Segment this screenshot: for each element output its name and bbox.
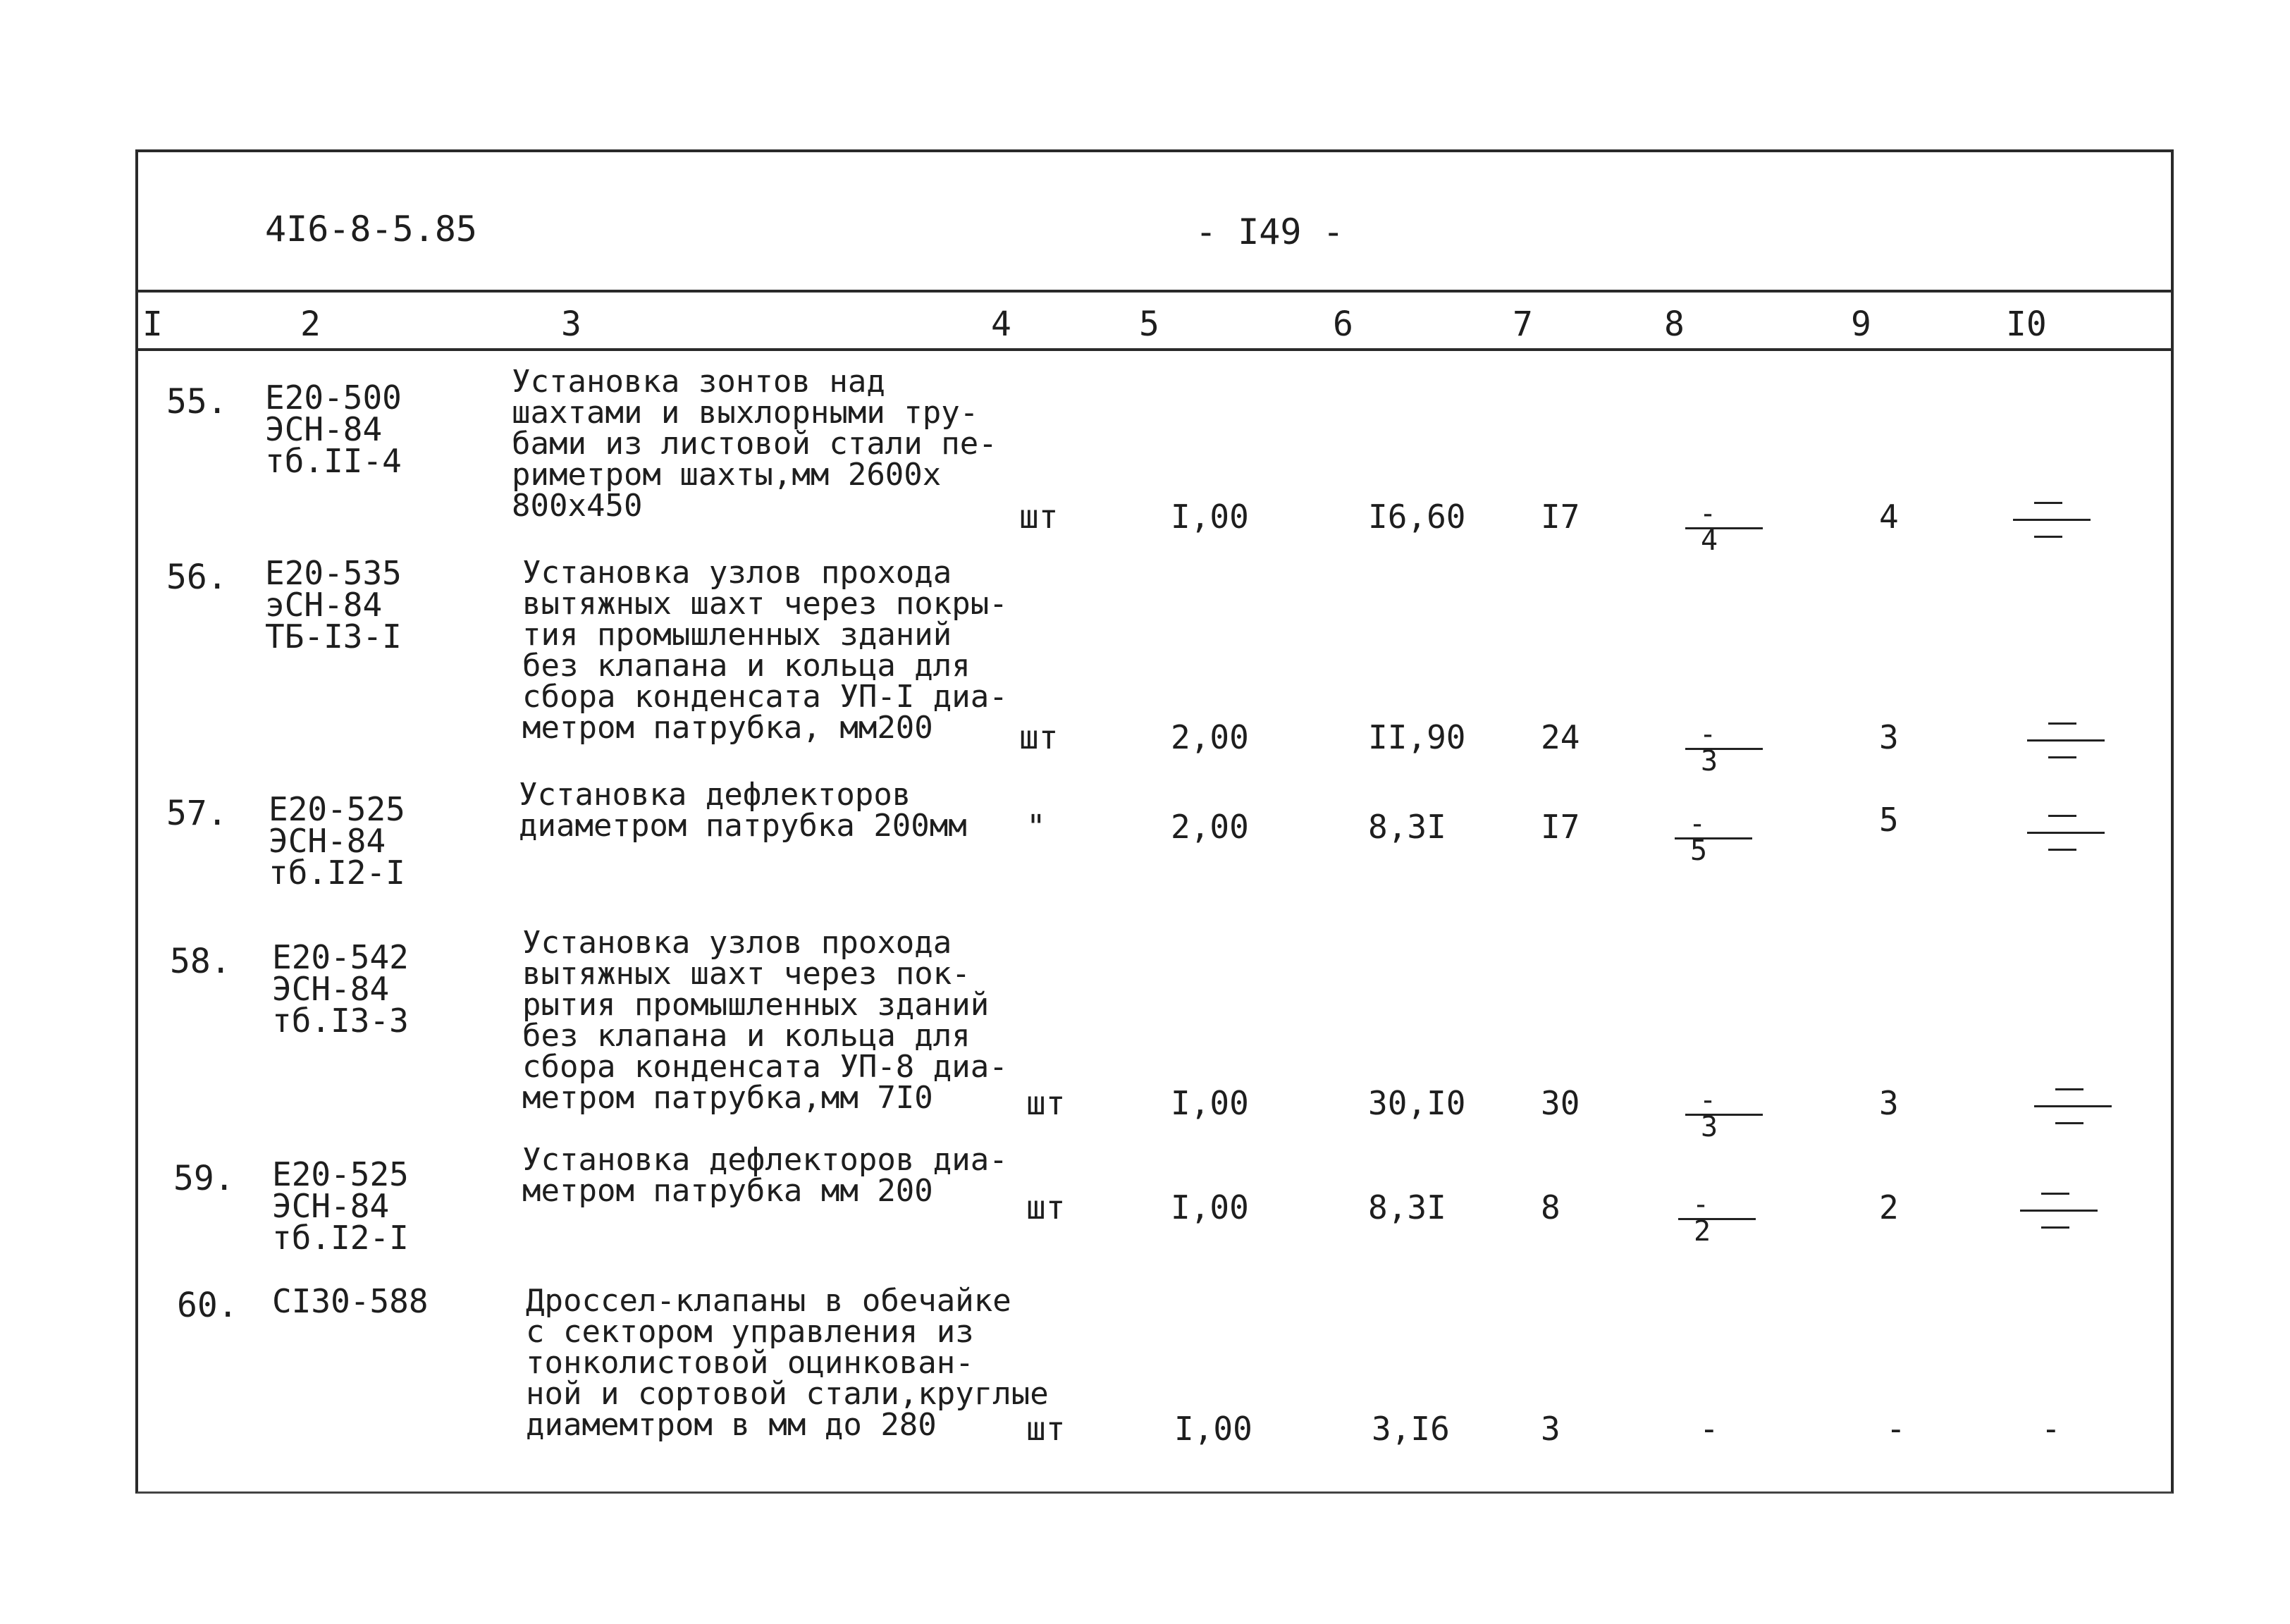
total-cost: 30 [1541, 1084, 1580, 1122]
unit-price: I6,60 [1368, 498, 1466, 536]
quantity: 2,00 [1171, 808, 1249, 846]
dash-mark: - [1689, 808, 1706, 840]
quantity: I,00 [1171, 1188, 1249, 1226]
norm-code: Е20-500 ЭСН-84 тб.II-4 [265, 379, 402, 480]
work-description: Установка дефлекторов диа- метром патрубка мм 200 [522, 1142, 1008, 1209]
fraction-bar [1685, 1114, 1763, 1116]
norm-code: Е20-542 ЭСН-84 тб.I3-3 [272, 938, 409, 1040]
page-number: - I49 - [1195, 211, 1344, 252]
fraction-cell [1685, 498, 1770, 557]
unit: " [1026, 808, 1046, 846]
total-cost: 24 [1541, 718, 1580, 756]
column-8-value: - [1699, 1410, 1719, 1448]
row-number: 58. [170, 942, 231, 981]
unit: шт [1026, 1084, 1066, 1122]
norm-code: Е20-525 ЭСН-84 тб.I2-I [272, 1155, 409, 1257]
row-number: 59. [173, 1159, 235, 1198]
fraction-cell [1678, 1188, 1763, 1248]
fraction-bar [1678, 1218, 1756, 1220]
page-header [138, 152, 2171, 290]
fraction-cell [1685, 718, 1770, 775]
column-number: 5 [1139, 304, 1159, 344]
unit: шт [1019, 718, 1059, 756]
column-number: 2 [300, 304, 321, 344]
column-9-value: 2 [1879, 1188, 1899, 1226]
work-description: Установка дефлекторов диаметром патрубка 200мм [519, 777, 967, 844]
column-number: 8 [1664, 304, 1685, 344]
unit-price: II,90 [1368, 718, 1466, 756]
column-9-value: 4 [1879, 498, 1899, 536]
dash-mark: - [1699, 498, 1717, 530]
work-description: Установка узлов прохода вытяжных шахт через покры- тия промышленных зданий без клапана и кольца для сбора конденсата УП-I диа- метром патрубка, мм200 [522, 555, 1008, 746]
fraction-bar [1675, 837, 1752, 839]
column-number: I [142, 304, 163, 344]
column-number-divider [138, 348, 2171, 351]
fraction-bar [1685, 748, 1763, 750]
unit: шт [1026, 1188, 1066, 1226]
row-number: 55. [166, 382, 228, 422]
column-9-value: 5 [1879, 801, 1899, 839]
column-9-value: - [1886, 1410, 1906, 1448]
unit-price: 8,3I [1368, 808, 1446, 846]
work-description: Установка узлов прохода вытяжных шахт через пок- рытия промышленных зданий без клапана и кольца для сбора конденсата УП-8 диа- метром патрубка,мм 7I0 [522, 925, 1008, 1116]
column-number: 7 [1513, 304, 1533, 344]
quantity: I,00 [1174, 1410, 1252, 1448]
norm-code: Е20-525 ЭСН-84 тб.I2-I [269, 790, 405, 892]
total-cost: 3 [1541, 1410, 1560, 1448]
ditto-mark [2027, 722, 2112, 765]
quantity: I,00 [1171, 498, 1249, 536]
ditto-mark [2027, 815, 2112, 857]
dash-mark: - [1699, 1084, 1717, 1116]
column-number: I0 [2006, 304, 2047, 344]
column-number: 6 [1333, 304, 1353, 344]
work-description: Дроссел-клапаны в обечайке с сектором управления из тонколистовой оцинкован- ной и сортовой стали,круглые диамемтром в мм до 280 [526, 1283, 1049, 1443]
unit-price: 8,3I [1368, 1188, 1446, 1226]
dash-mark: - [1692, 1188, 1710, 1221]
fraction-value: 4 [1701, 524, 1718, 557]
ditto-mark [2020, 1193, 2105, 1235]
ditto-mark [2013, 502, 2098, 544]
column-10-value: - [2041, 1410, 2061, 1448]
unit: шт [1026, 1410, 1066, 1448]
column-9-value: 3 [1879, 1084, 1899, 1122]
dash-mark: - [1699, 718, 1717, 751]
column-number: 3 [561, 304, 581, 344]
document-code: 4I6-8-5.85 [265, 209, 478, 250]
ditto-mark [2034, 1088, 2119, 1131]
fraction-value: 5 [1690, 835, 1708, 867]
column-number: 4 [991, 304, 1011, 344]
fraction-value: 3 [1701, 745, 1718, 777]
fraction-bar [1685, 527, 1763, 529]
total-cost: I7 [1541, 808, 1580, 846]
total-cost: I7 [1541, 498, 1580, 536]
total-cost: 8 [1541, 1188, 1560, 1226]
norm-code: СI30-588 [272, 1282, 429, 1320]
row-number: 60. [177, 1286, 238, 1325]
unit-price: 30,I0 [1368, 1084, 1466, 1122]
column-9-value: 3 [1879, 718, 1899, 756]
work-description: Установка зонтов над шахтами и выхлорными тру- бами из листовой стали пе- риметром шахты,мм 2600х 800х450 [512, 364, 997, 524]
row-number: 57. [166, 794, 228, 833]
quantity: I,00 [1171, 1084, 1249, 1122]
row-number: 56. [166, 558, 228, 597]
unit: шт [1019, 498, 1059, 536]
document-frame [135, 149, 2174, 1494]
norm-code: Е20-535 эСН-84 ТБ-I3-I [265, 554, 402, 656]
column-number-row [138, 292, 2171, 348]
fraction-value: 2 [1694, 1215, 1711, 1248]
fraction-cell [1675, 808, 1759, 867]
fraction-cell [1685, 1084, 1770, 1143]
column-number: 9 [1851, 304, 1871, 344]
unit-price: 3,I6 [1372, 1410, 1450, 1448]
quantity: 2,00 [1171, 718, 1249, 756]
fraction-value: 3 [1701, 1111, 1718, 1143]
